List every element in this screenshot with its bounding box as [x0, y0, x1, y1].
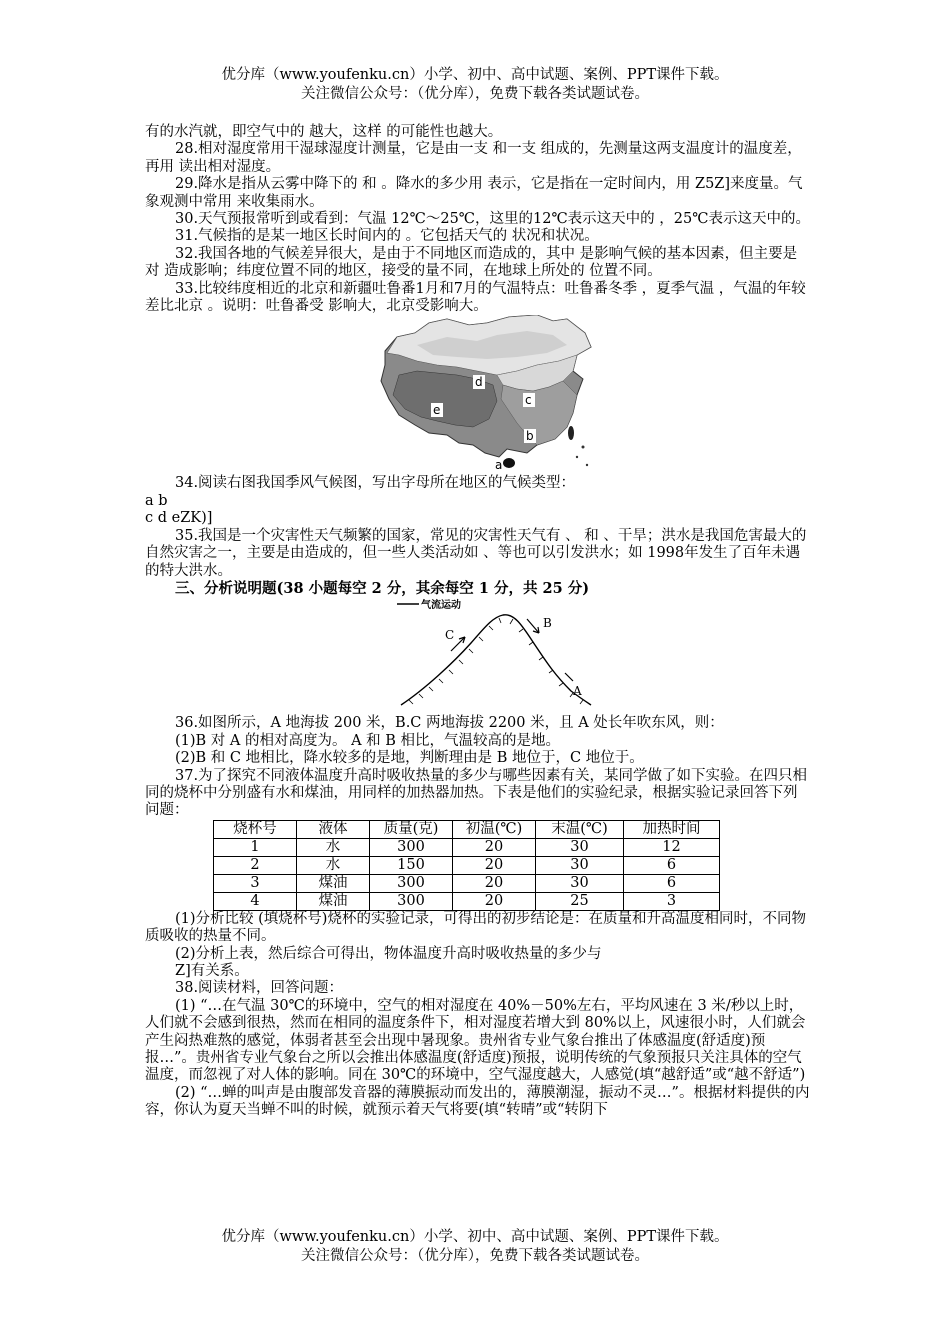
table-cell: 1 [214, 838, 297, 856]
table-cell: 30 [536, 856, 624, 874]
question-35: 35.我国是一个灾害性天气频繁的国家，常见的灾害性天气有 、 和 、干旱；洪水是我国危害最大的自然灾害之一，主要是由造成的，但一些人类活动如 、等也可以引发洪水；如 1998年发生了百年未遇的特大洪水。 [145, 527, 807, 579]
header-line-2: 关注微信公众号：（优分库），免费下载各类试题试卷。 [301, 86, 649, 102]
question-37-2b: Z]有关系。 [175, 962, 249, 979]
mountain-label-b: B [543, 616, 552, 631]
table-header: 初温(℃) [453, 820, 536, 838]
table-cell: 水 [297, 856, 370, 874]
footer-line-1: 优分库（www.youfenku.cn）小学、初中、高中试题、案例、PPT课件下载。 [221, 1229, 729, 1245]
table-cell: 30 [536, 874, 624, 892]
china-climate-map [145, 315, 811, 475]
table-header-row [214, 820, 720, 838]
question-33: 33.比较纬度相近的北京和新疆吐鲁番1月和7月的气温特点：吐鲁番冬季 ，夏季气温 ，气温的年较差比北京 。说明：吐鲁番受 影响大，北京受影响大。 [145, 280, 806, 315]
header-line-1: 优分库（www.youfenku.cn）小学、初中、高中试题、案例、PPT课件下载。 [221, 67, 729, 83]
map-label-e: e [433, 403, 441, 418]
table-row [214, 892, 720, 910]
table-cell: 20 [453, 856, 536, 874]
question-38-1: (1) “…在气温 30℃的环境中，空气的相对湿度在 40%－50%左右，平均风速在 3 米/秒以上时，人们就不会感到很热，然而在相同的温度条件下，相对湿度若增大到 80%以上，风速很小时，人们就会产生闷热难熬的感觉，体弱者甚至会出现中暑现象。贵州省专业气象台推出了体感温度(舒适度)预报…”。贵州省专业气象台之所以会推出体感温度(舒适度)预报，说明传统的气象预报只关注具体的空气温度，而忽视了对人体的影响。同在 30℃的环境中，空气湿度越大，人感觉(填“越舒适”或“越不舒适”) [145, 997, 806, 1084]
question-30: 30.天气预报常听到或看到：气温 12℃～25℃，这里的12℃表示这天中的 ，25℃表示这天中的。 [175, 211, 810, 228]
page-content [145, 124, 811, 1120]
airflow-caption: 气流运动 [421, 600, 461, 612]
mountain-label-c: C [445, 628, 455, 643]
question-31: 31.气候指的是某一地区长时间内的 。它包括天气的 状况和状况。 [175, 228, 599, 245]
table-cell: 水 [297, 838, 370, 856]
mountain-label-a: A [573, 684, 582, 699]
question-37: 37.为了探究不同液体温度升高时吸收热量的多少与哪些因素有关，某同学做了如下实验。在四只相同的烧杯中分别盛有水和煤油，用同样的加热器加热。下表是他们的实验纪录，根据实验记录回答下列问题： [145, 767, 808, 819]
table-cell: 20 [453, 892, 536, 910]
china-map-figure [377, 315, 599, 473]
question-37-1: (1)分析比较 (填烧杯号)烧杯的实验记录，可得出的初步结论是：在质量和升高温度相同时，不同物质吸收的热量不同。 [145, 910, 806, 945]
question-34-ab: a b [145, 492, 168, 509]
table-cell: 150 [370, 856, 453, 874]
map-label-d: d [475, 375, 483, 390]
table-cell: 3 [214, 874, 297, 892]
table-cell: 30 [536, 838, 624, 856]
experiment-table [213, 820, 720, 911]
table-header: 烧杯号 [214, 820, 297, 838]
question-36: 36.如图所示，A 地海拔 200 米，B.C 两地海拔 2200 米，且 A 处长年吹东风，则： [175, 715, 724, 732]
q27-continuation: 有的水汽就，即空气中的 越大，这样 的可能性也越大。 [145, 124, 503, 140]
table-cell: 煤油 [297, 892, 370, 910]
page-footer [0, 1228, 950, 1266]
table-cell: 300 [370, 892, 453, 910]
table-header: 末温(℃) [536, 820, 624, 838]
question-38: 38.阅读材料，回答问题： [175, 980, 344, 997]
table-cell: 煤油 [297, 874, 370, 892]
table-cell: 20 [453, 838, 536, 856]
question-28: 28.相对湿度常用干湿球湿度计测量，它是由一支 和一支 组成的，先测量这两支温度计的温度差，再用 读出相对湿度。 [145, 141, 802, 175]
question-29: 29.降水是指从云雾中降下的 和 。降水的多少用 表示，它是指在一定时间内，用 Z5Z]来度量。气象观测中常用 来收集雨水。 [145, 176, 803, 210]
question-36-2: (2)B 和 C 地相比，降水较多的是地，判断理由是 B 地位于，C 地位于。 [175, 750, 644, 767]
table-row [214, 874, 720, 892]
mountain-figure [395, 597, 595, 713]
map-label-c: c [525, 393, 532, 408]
table-cell: 300 [370, 874, 453, 892]
table-cell: 4 [214, 892, 297, 910]
section-3-heading: 三、分析说明题(38 小题每空 2 分，其余每空 1 分，共 25 分) [175, 579, 590, 597]
table-cell: 300 [370, 838, 453, 856]
question-34: 34.阅读右图我国季风气候图，写出字母所在地区的气候类型： [175, 475, 576, 492]
map-label-b: b [526, 429, 534, 444]
table-header: 液体 [297, 820, 370, 838]
table-cell: 3 [624, 892, 720, 910]
table-cell: 20 [453, 874, 536, 892]
table-cell: 12 [624, 838, 720, 856]
question-32: 32.我国各地的气候差异很大，是由于不同地区而造成的，其中 是影响气候的基本因素，但主要是对 造成影响；纬度位置不同的地区，接受的量不同，在地球上所处的 位置不同。 [145, 245, 798, 280]
question-37-2: (2)分析上表，然后综合可得出，物体温度升高时吸收热量的多少与 [175, 945, 602, 962]
question-38-2: (2) “…蝉的叫声是由腹部发音器的薄膜振动而发出的，薄膜潮湿，振动不灵…”。根据材料提供的内容，你认为夏天当蝉不叫的时候，就预示着天气将要(填“转晴”或“转阴下 [145, 1084, 810, 1119]
table-header: 质量(克) [370, 820, 453, 838]
mountain-airflow-diagram [145, 597, 811, 715]
question-34-cde: c d eZK)] [145, 510, 213, 527]
table-cell: 6 [624, 874, 720, 892]
question-36-1: (1)B 对 A 的相对高度为。 A 和 B 相比，气温较高的是地。 [175, 732, 561, 749]
table-row [214, 838, 720, 856]
table-header: 加热时间 [624, 820, 720, 838]
footer-line-2: 关注微信公众号：（优分库），免费下载各类试题试卷。 [301, 1248, 649, 1264]
map-label-a: a [495, 458, 503, 473]
page-header [0, 66, 950, 104]
table-cell: 25 [536, 892, 624, 910]
table-cell: 2 [214, 856, 297, 874]
table-cell: 6 [624, 856, 720, 874]
table-row [214, 856, 720, 874]
